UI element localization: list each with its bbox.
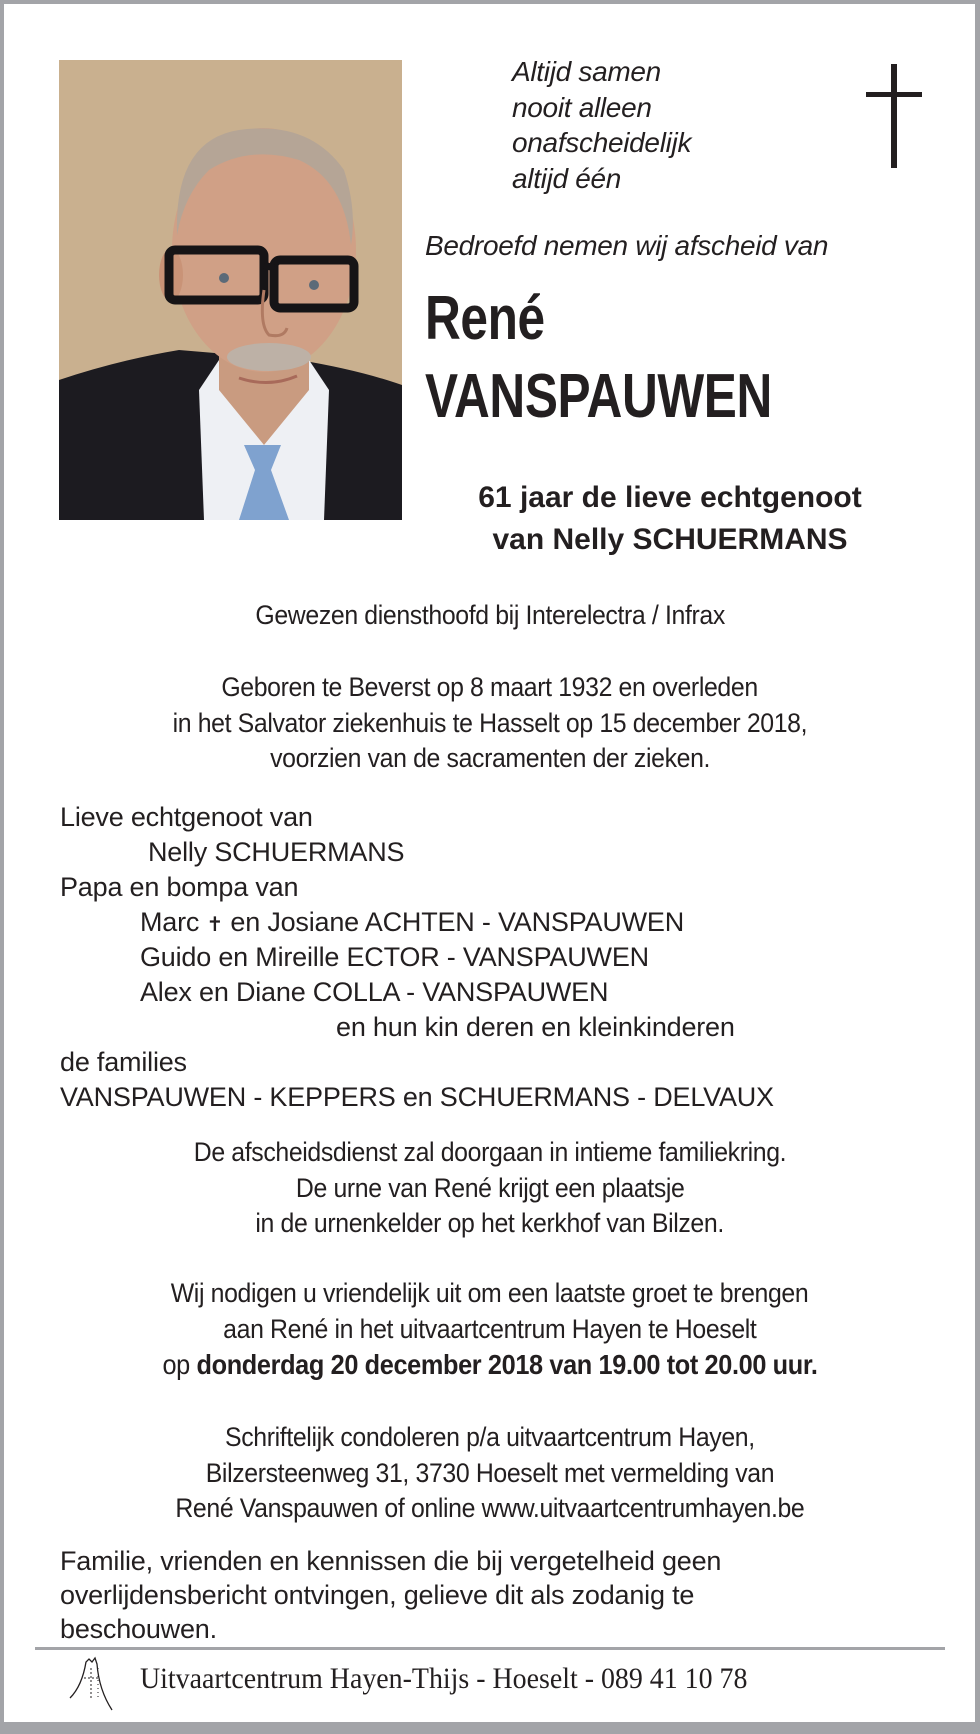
child-entry: [140, 905, 684, 943]
families-names: VANSPAUWEN - KEPPERS en SCHUERMANS - DELVAUX: [60, 1082, 774, 1112]
poem-line: onafscheidelijk: [512, 127, 692, 158]
condolences-info: [0, 1420, 980, 1527]
spouse-years-line: 61 jaar de lieve echtgenoot: [478, 481, 862, 514]
portrait-photo: [59, 60, 402, 520]
condolences-line: Bilzersteenweg 31, 3730 Hoeselt met vermelding van: [205, 1457, 775, 1488]
occupation: [0, 598, 980, 634]
occupation-text: Gewezen diensthoofd bij Interelectra / Infrax: [255, 600, 725, 630]
spouse-name-line: van Nelly SCHUERMANS: [492, 523, 848, 556]
birth-death-info: [0, 670, 980, 777]
funeral-home-contact: Uitvaartcentrum Hayen-Thijs - Hoeselt - 089 41 10 78: [140, 1662, 748, 1695]
families-label: de families: [60, 1047, 187, 1077]
birth-death-line: in het Salvator ziekenhuis te Hasselt op 15 december 2018,: [172, 707, 808, 738]
deceased-first-name: René: [425, 284, 545, 353]
deceased-last-name: VANSPAUWEN: [425, 362, 772, 431]
spouse-label: Lieve echtgenoot van: [60, 802, 313, 832]
cross-icon: [866, 64, 922, 168]
visitation-info: [0, 1276, 980, 1383]
notice-line: Familie, vrienden en kennissen die bij vergetelheid geen: [60, 1546, 722, 1576]
birth-death-line: Geboren te Beverst op 8 maart 1932 en overleden: [221, 672, 759, 702]
notice-line: overlijdensbericht ontvingen, gelieve dit als zodanig te: [60, 1580, 695, 1610]
poem-line: nooit alleen: [512, 91, 652, 123]
child-entry: Guido en Mireille ECTOR - VANSPAUWEN: [140, 942, 649, 972]
service-line: De afscheidsdienst zal doorgaan in intieme familiekring.: [193, 1137, 787, 1167]
poem-line: Altijd samen: [512, 56, 661, 87]
birth-death-line: voorzien van de sacramenten der zieken.: [270, 743, 710, 773]
poem: [512, 54, 691, 196]
grandchildren: en hun kin deren en kleinkinderen: [336, 1012, 735, 1042]
service-line: in de urnenkelder op het kerkhof van Bilzen.: [255, 1208, 725, 1238]
notice-line: beschouwen.: [60, 1614, 217, 1644]
child-partner: en Josiane ACHTEN - VANSPAUWEN: [223, 907, 685, 937]
visitation-line: Wij nodigen u vriendelijk uit om een laatste groet te brengen: [171, 1278, 809, 1308]
service-line: De urne van René krijgt een plaatsje: [295, 1172, 685, 1203]
funeral-home-logo-icon: [68, 1656, 120, 1712]
visitation-line: aan René in het uitvaartcentrum Hayen te Hoeselt: [223, 1313, 757, 1344]
service-info: [0, 1135, 980, 1242]
child-name: Marc: [140, 907, 200, 937]
footer-divider: [35, 1647, 945, 1650]
spouse-name: Nelly SCHUERMANS: [148, 837, 405, 867]
poem-line: altijd één: [512, 162, 622, 194]
portrait-illustration: [59, 60, 402, 520]
intro-text: Bedroefd nemen wij afscheid van: [425, 230, 829, 261]
deceased-cross-icon: ✝: [206, 914, 224, 936]
visitation-prefix: op: [162, 1349, 197, 1380]
condolences-line: René Vanspauwen of online www.uitvaartcentrumhayen.be: [175, 1493, 805, 1523]
child-entry: Alex en Diane COLLA - VANSPAUWEN: [140, 977, 609, 1007]
visitation-date-time: donderdag 20 december 2018 van 19.00 tot 20.00 uur.: [196, 1349, 818, 1380]
children-label: Papa en bompa van: [60, 872, 299, 902]
condolences-line: Schriftelijk condoleren p/a uitvaartcentrum Hayen,: [225, 1422, 755, 1452]
